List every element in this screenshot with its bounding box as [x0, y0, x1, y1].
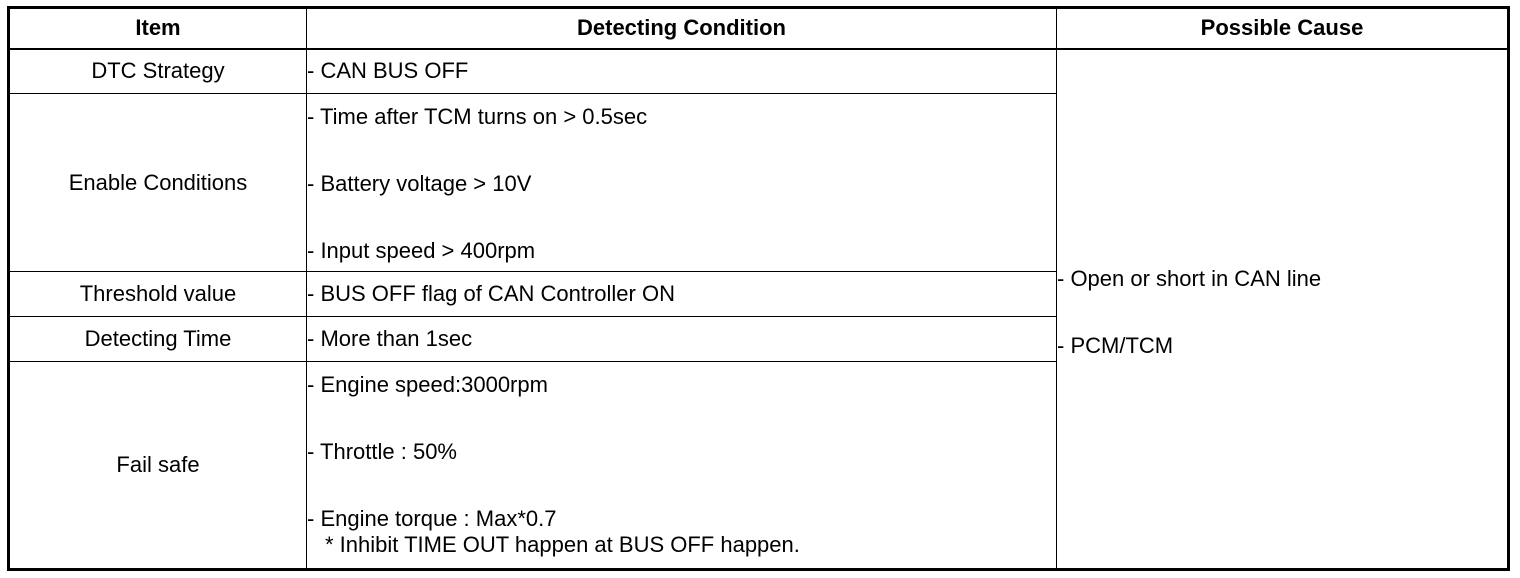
possible-cause-cell — [1057, 49, 1509, 570]
dtc-table — [7, 6, 1510, 571]
possible-cause-line: - PCM/TCM — [1057, 332, 1174, 358]
table-row-dtc-strategy — [9, 49, 1509, 94]
condition-detecting-time — [307, 317, 1057, 362]
condition-enable-conditions — [307, 94, 1057, 272]
condition-line: - BUS OFF flag of CAN Controller ON — [307, 281, 675, 306]
item-detecting-time: Detecting Time — [9, 317, 307, 362]
condition-dtc-strategy — [307, 49, 1057, 94]
condition-line: - CAN BUS OFF — [307, 58, 469, 84]
condition-line: - Time after TCM turns on > 0.5sec — [307, 104, 648, 129]
item-dtc-strategy: DTC Strategy — [9, 49, 307, 94]
item-fail-safe: Fail safe — [9, 362, 307, 570]
table-header-row — [9, 8, 1509, 49]
header-item: Item — [9, 8, 307, 49]
header-possible-cause: Possible Cause — [1057, 8, 1509, 49]
possible-cause-line: - Open or short in CAN line — [1057, 265, 1322, 291]
condition-line: - Throttle : 50% — [307, 439, 457, 464]
item-enable-conditions: Enable Conditions — [9, 94, 307, 272]
condition-line: - Battery voltage > 10V — [307, 171, 532, 196]
condition-line: - More than 1sec — [307, 326, 473, 351]
condition-threshold-value — [307, 272, 1057, 317]
condition-note: * Inhibit TIME OUT happen at BUS OFF happen. — [325, 532, 800, 557]
item-threshold-value: Threshold value — [9, 272, 307, 317]
header-detecting-condition: Detecting Condition — [307, 8, 1057, 49]
condition-line: - Engine torque : Max*0.7 — [307, 506, 557, 531]
condition-line: - Engine speed:3000rpm — [307, 372, 548, 397]
condition-line: - Input speed > 400rpm — [307, 238, 536, 263]
condition-fail-safe — [307, 362, 1057, 570]
